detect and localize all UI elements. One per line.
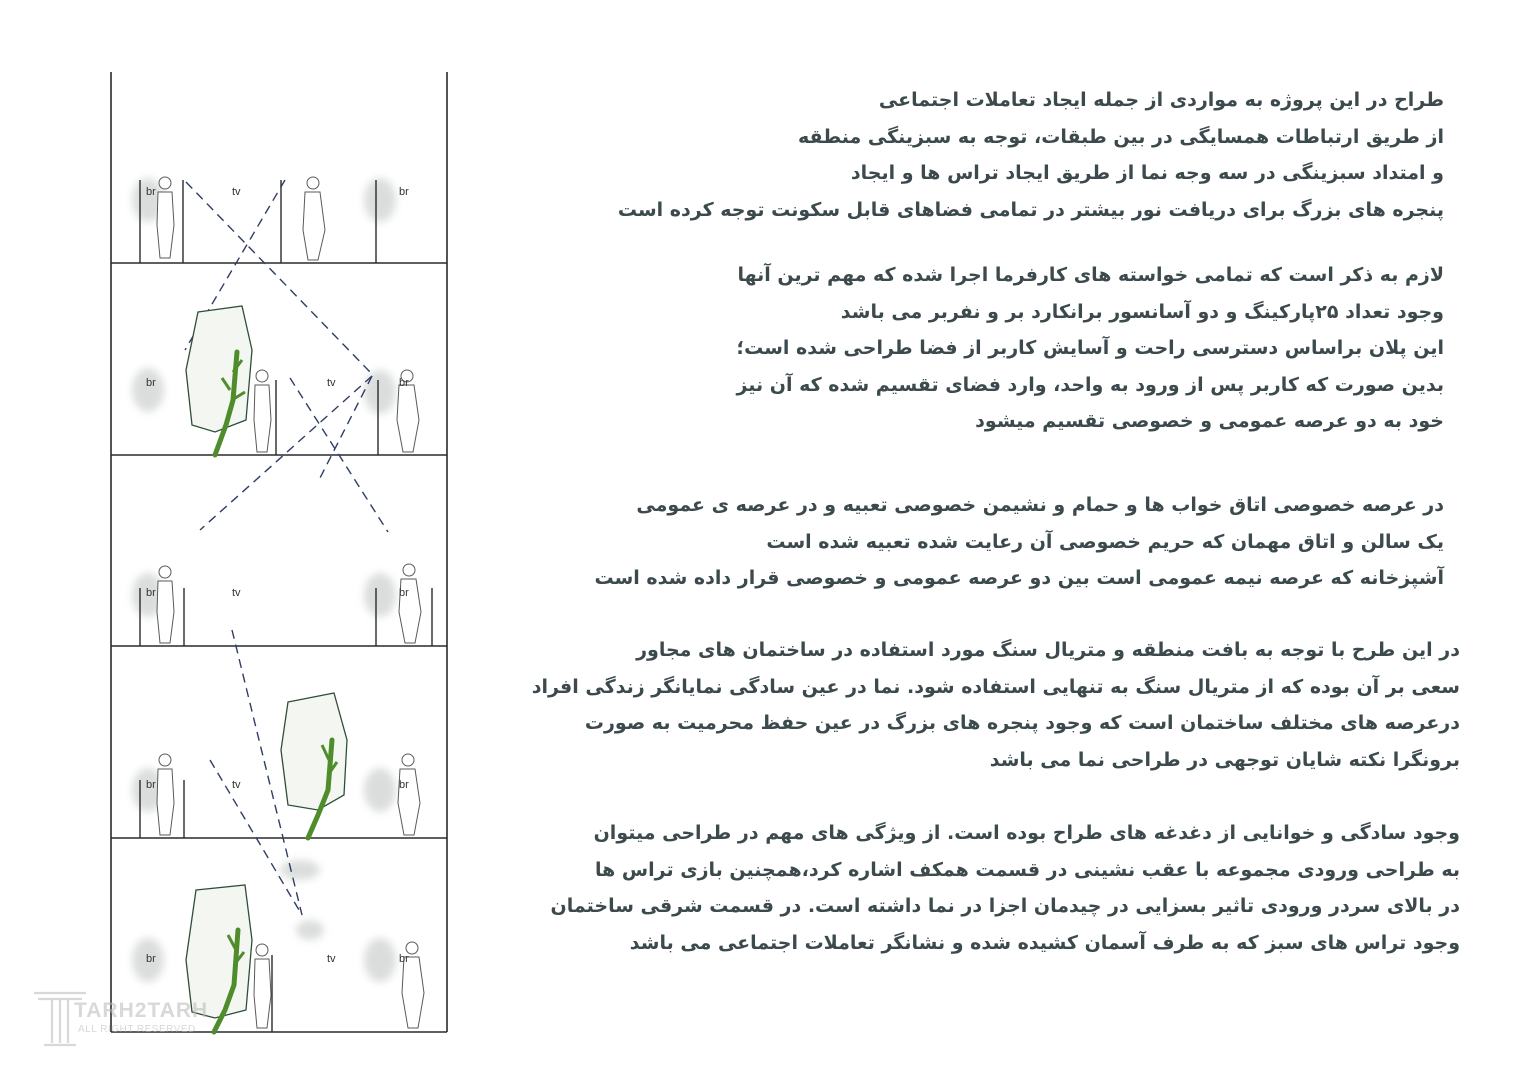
room-label-tv: tv xyxy=(232,186,241,198)
text-line: برونگرا نکته شایان توجهی در طراحی نما می باشد xyxy=(989,748,1460,771)
room-label-tv: tv xyxy=(327,377,336,389)
room-label-br: br xyxy=(146,953,156,965)
room-label-br: br xyxy=(399,953,409,965)
text-line: وجود سادگی و خوانایی از دغدغه های طراح بوده است. از ویژگی های مهم در طراحی میتوان xyxy=(593,822,1460,844)
room-label-br: br xyxy=(399,186,409,198)
watermark xyxy=(28,985,238,1055)
room-label-tv: tv xyxy=(232,779,241,791)
room-label-br: br xyxy=(399,377,409,389)
person-figure xyxy=(157,566,174,643)
text-line: یک سالن و اتاق مهمان که حریم خصوصی آن رعایت شده تعبیه شده است xyxy=(766,530,1444,553)
shadows xyxy=(132,178,396,982)
room-label-br: br xyxy=(399,779,409,791)
paragraph-materials xyxy=(532,632,1460,778)
text-line: آشپزخانه که عرصه نیمه عمومی است بین دو عرصه عمومی و خصوصی قرار داده شده است xyxy=(594,567,1444,589)
room-label-br: br xyxy=(146,587,156,599)
room-label-tv: tv xyxy=(232,587,241,599)
sight-lines xyxy=(185,180,388,915)
person-figure xyxy=(303,177,325,260)
room-labels xyxy=(146,186,409,965)
watermark-rights: ALL RIGHT RESERVED xyxy=(78,1024,196,1035)
text-line: از طریق ارتباطات همسایگی در بین طبقات، توجه به سبزینگی منطقه xyxy=(798,125,1444,148)
room-label-br: br xyxy=(146,377,156,389)
terrace-floor4 xyxy=(281,693,347,838)
person-figure xyxy=(254,944,271,1028)
text-line: وجود تعداد ۲۵پارکینگ و دو آسانسور برانکارد بر و نفربر می باشد xyxy=(840,300,1444,323)
text-line: و امتداد سبزینگی در سه وجه نما از طریق ایجاد تراس ها و ایجاد xyxy=(850,162,1444,184)
text-line: لازم به ذکر است که تمامی خواسته های کارفرما اجرا شده که مهم ترین آنها xyxy=(737,264,1444,286)
person-figure xyxy=(399,564,421,643)
room-label-br: br xyxy=(399,587,409,599)
person-figure xyxy=(254,370,271,452)
text-line: بدین صورت که کاربر پس از ورود به واحد، وارد فضای تقسیم شده که آن نیز xyxy=(736,373,1444,396)
paragraph-client-requirements xyxy=(736,257,1444,440)
text-line: به طراحی ورودی مجموعه با عقب نشینی در قسمت همکف اشاره کرد،همچنین بازی تراس ها xyxy=(594,858,1460,881)
text-line: وجود تراس های سبز که به طرف آسمان کشیده شده و نشانگر تعاملات اجتماعی می باشد xyxy=(629,931,1460,954)
paragraph-zoning xyxy=(595,487,1445,597)
floor-slabs xyxy=(111,263,447,838)
person-figure xyxy=(398,754,420,835)
paragraph-design-intent xyxy=(618,82,1444,228)
text-line: پنجره های بزرگ برای دریافت نور بیشتر در تمامی فضاهای قابل سکونت توجه کرده است xyxy=(617,198,1444,221)
text-line: خود به دو عرصه عمومی و خصوصی تقسیم میشود xyxy=(975,410,1444,432)
terrace-floor2 xyxy=(186,306,252,455)
text-line: سعی بر آن بوده که از متریال سنگ به تنهایی استفاده شود. نما در عین سادگی نمایانگر زندگی افراد xyxy=(531,675,1460,698)
room-label-br: br xyxy=(146,186,156,198)
person-figure xyxy=(157,754,174,835)
room-label-br: br xyxy=(146,779,156,791)
text-line: طراح در این پروژه به مواردی از جمله ایجاد تعاملات اجتماعی xyxy=(878,89,1444,111)
building-section-diagram xyxy=(0,0,470,1080)
text-line: این پلان براساس دسترسی راحت و آسایش کاربر از فضا طراحی شده است؛ xyxy=(736,337,1444,359)
watermark-brand: TARH2TARH xyxy=(74,999,209,1022)
text-line: در عرصه خصوصی اتاق خواب ها و حمام و نشیمن خصوصی تعبیه و در عرصه ی عمومی xyxy=(636,494,1444,516)
paragraph-facade-terraces xyxy=(551,815,1460,961)
room-label-tv: tv xyxy=(327,953,336,965)
text-line: در بالای سردر ورودی تاثیر بسزایی در چیدمان اجزا در نما داشته است. در قسمت شرقی ساختمان xyxy=(550,895,1460,917)
text-line: در این طرح با توجه به بافت منطقه و متریال سنگ مورد استفاده در ساختمان های مجاور xyxy=(636,639,1460,661)
text-line: درعرصه های مختلف ساختمان است که وجود پنجره های بزرگ در عین حفظ محرمیت به صورت xyxy=(584,712,1460,734)
